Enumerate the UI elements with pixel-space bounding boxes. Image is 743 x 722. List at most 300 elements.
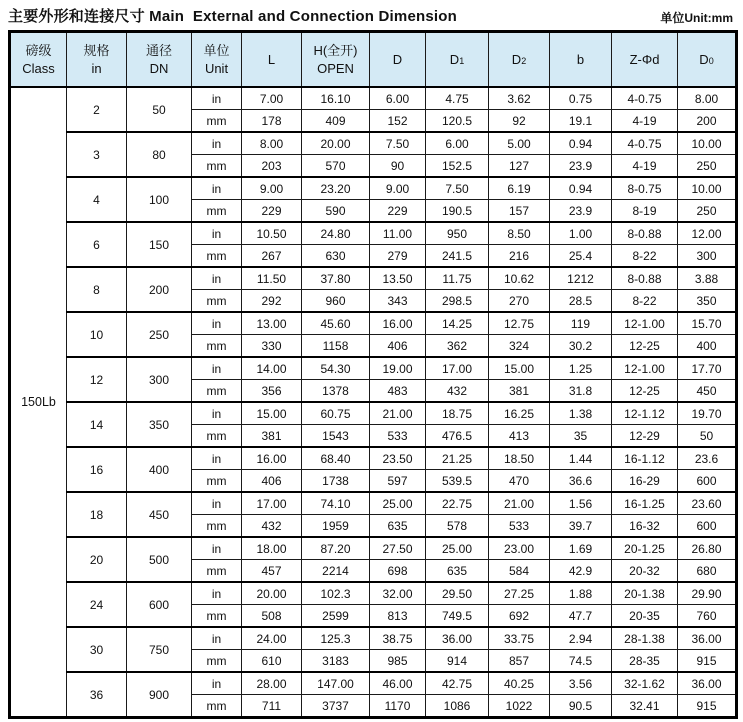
value-cell: 90.5: [550, 695, 612, 718]
value-cell: 33.75: [489, 627, 550, 650]
value-cell: 17.00: [242, 492, 302, 515]
value-cell: 29.50: [426, 582, 489, 605]
table-row: [10, 492, 737, 515]
value-cell: 406: [370, 335, 426, 358]
value-cell: 20-1.38: [612, 582, 678, 605]
value-cell: 1959: [302, 515, 370, 538]
value-cell: 45.60: [302, 312, 370, 335]
value-cell: 8-0.75: [612, 177, 678, 200]
value-cell: 12.75: [489, 312, 550, 335]
value-cell: 3183: [302, 650, 370, 673]
size-cell: 2: [67, 87, 127, 132]
unit-cell: mm: [192, 560, 242, 583]
value-cell: 6.00: [426, 132, 489, 155]
value-cell: 1.44: [550, 447, 612, 470]
value-cell: 28.5: [550, 290, 612, 313]
value-cell: 216: [489, 245, 550, 268]
value-cell: 203: [242, 155, 302, 178]
value-cell: 23.9: [550, 200, 612, 223]
column-header: 单位 Unit: [192, 32, 242, 88]
value-cell: 7.50: [370, 132, 426, 155]
value-cell: 2.94: [550, 627, 612, 650]
value-cell: 533: [489, 515, 550, 538]
value-cell: 54.30: [302, 357, 370, 380]
table-row: [10, 402, 737, 425]
value-cell: 4-19: [612, 155, 678, 178]
value-cell: 630: [302, 245, 370, 268]
column-header: 磅级 Class: [10, 32, 67, 88]
value-cell: 915: [678, 650, 737, 673]
value-cell: 406: [242, 470, 302, 493]
dn-cell: 80: [127, 132, 192, 177]
unit-cell: in: [192, 447, 242, 470]
value-cell: 120.5: [426, 110, 489, 133]
value-cell: 38.75: [370, 627, 426, 650]
unit-cell: mm: [192, 110, 242, 133]
table-row: [10, 672, 737, 695]
value-cell: 16-1.12: [612, 447, 678, 470]
value-cell: 23.6: [678, 447, 737, 470]
value-cell: 152: [370, 110, 426, 133]
unit-cell: mm: [192, 380, 242, 403]
unit-cell: in: [192, 537, 242, 560]
unit-cell: in: [192, 627, 242, 650]
dn-cell: 400: [127, 447, 192, 492]
value-cell: 11.75: [426, 267, 489, 290]
size-cell: 30: [67, 627, 127, 672]
unit-cell: in: [192, 402, 242, 425]
value-cell: 914: [426, 650, 489, 673]
value-cell: 450: [678, 380, 737, 403]
table-row: [10, 177, 737, 200]
table-row: [10, 537, 737, 560]
dn-cell: 750: [127, 627, 192, 672]
value-cell: 25.00: [370, 492, 426, 515]
value-cell: 23.20: [302, 177, 370, 200]
column-header: D2: [489, 32, 550, 88]
unit-cell: mm: [192, 695, 242, 718]
table-row: [10, 222, 737, 245]
value-cell: 10.62: [489, 267, 550, 290]
size-cell: 3: [67, 132, 127, 177]
value-cell: 31.8: [550, 380, 612, 403]
value-cell: 157: [489, 200, 550, 223]
value-cell: 25.4: [550, 245, 612, 268]
value-cell: 17.70: [678, 357, 737, 380]
value-cell: 11.00: [370, 222, 426, 245]
value-cell: 7.50: [426, 177, 489, 200]
value-cell: 42.9: [550, 560, 612, 583]
value-cell: 20.00: [242, 582, 302, 605]
value-cell: 25.00: [426, 537, 489, 560]
size-cell: 8: [67, 267, 127, 312]
value-cell: 16.10: [302, 87, 370, 110]
table-row: [10, 627, 737, 650]
value-cell: 14.25: [426, 312, 489, 335]
value-cell: 125.3: [302, 627, 370, 650]
value-cell: 12-25: [612, 335, 678, 358]
value-cell: 22.75: [426, 492, 489, 515]
value-cell: 857: [489, 650, 550, 673]
value-cell: 6.00: [370, 87, 426, 110]
value-cell: 3.88: [678, 267, 737, 290]
value-cell: 8.50: [489, 222, 550, 245]
value-cell: 698: [370, 560, 426, 583]
unit-cell: mm: [192, 335, 242, 358]
value-cell: 749.5: [426, 605, 489, 628]
value-cell: 4-0.75: [612, 87, 678, 110]
column-header: b: [550, 32, 612, 88]
value-cell: 87.20: [302, 537, 370, 560]
value-cell: 102.3: [302, 582, 370, 605]
dn-cell: 100: [127, 177, 192, 222]
unit-cell: in: [192, 492, 242, 515]
size-cell: 10: [67, 312, 127, 357]
value-cell: 279: [370, 245, 426, 268]
header-row: [10, 32, 737, 88]
table-row: [10, 447, 737, 470]
value-cell: 1.00: [550, 222, 612, 245]
value-cell: 152.5: [426, 155, 489, 178]
table-header: [10, 32, 737, 88]
value-cell: 6.19: [489, 177, 550, 200]
value-cell: 3.56: [550, 672, 612, 695]
value-cell: 74.10: [302, 492, 370, 515]
value-cell: 813: [370, 605, 426, 628]
value-cell: 147.00: [302, 672, 370, 695]
value-cell: 36.00: [678, 672, 737, 695]
value-cell: 470: [489, 470, 550, 493]
value-cell: 23.50: [370, 447, 426, 470]
unit-cell: mm: [192, 245, 242, 268]
dn-cell: 450: [127, 492, 192, 537]
dn-cell: 300: [127, 357, 192, 402]
value-cell: 590: [302, 200, 370, 223]
value-cell: 36.6: [550, 470, 612, 493]
value-cell: 12-1.00: [612, 312, 678, 335]
value-cell: 7.00: [242, 87, 302, 110]
value-cell: 10.00: [678, 177, 737, 200]
size-cell: 6: [67, 222, 127, 267]
value-cell: 42.75: [426, 672, 489, 695]
column-header: Z-Φd: [612, 32, 678, 88]
value-cell: 400: [678, 335, 737, 358]
value-cell: 1212: [550, 267, 612, 290]
value-cell: 68.40: [302, 447, 370, 470]
value-cell: 1.69: [550, 537, 612, 560]
value-cell: 381: [489, 380, 550, 403]
value-cell: 27.25: [489, 582, 550, 605]
value-cell: 15.70: [678, 312, 737, 335]
value-cell: 4-0.75: [612, 132, 678, 155]
value-cell: 32.41: [612, 695, 678, 718]
value-cell: 610: [242, 650, 302, 673]
size-cell: 36: [67, 672, 127, 718]
value-cell: 12-1.00: [612, 357, 678, 380]
value-cell: 362: [426, 335, 489, 358]
value-cell: 578: [426, 515, 489, 538]
value-cell: 1.56: [550, 492, 612, 515]
value-cell: 3.62: [489, 87, 550, 110]
dn-cell: 500: [127, 537, 192, 582]
column-header: D: [370, 32, 426, 88]
dimension-table: [8, 30, 738, 719]
value-cell: 600: [678, 515, 737, 538]
size-cell: 12: [67, 357, 127, 402]
value-cell: 9.00: [242, 177, 302, 200]
value-cell: 28-1.38: [612, 627, 678, 650]
value-cell: 21.00: [489, 492, 550, 515]
value-cell: 16.25: [489, 402, 550, 425]
value-cell: 3737: [302, 695, 370, 718]
value-cell: 24.80: [302, 222, 370, 245]
value-cell: 16-1.25: [612, 492, 678, 515]
value-cell: 11.50: [242, 267, 302, 290]
value-cell: 1.25: [550, 357, 612, 380]
value-cell: 23.60: [678, 492, 737, 515]
column-header: L: [242, 32, 302, 88]
value-cell: 26.80: [678, 537, 737, 560]
value-cell: 32-1.62: [612, 672, 678, 695]
value-cell: 985: [370, 650, 426, 673]
value-cell: 267: [242, 245, 302, 268]
value-cell: 23.9: [550, 155, 612, 178]
value-cell: 40.25: [489, 672, 550, 695]
value-cell: 432: [242, 515, 302, 538]
value-cell: 24.00: [242, 627, 302, 650]
value-cell: 47.7: [550, 605, 612, 628]
value-cell: 12.00: [678, 222, 737, 245]
dn-cell: 200: [127, 267, 192, 312]
value-cell: 9.00: [370, 177, 426, 200]
class-cell: 150Lb: [10, 87, 67, 718]
value-cell: 8-19: [612, 200, 678, 223]
dn-cell: 50: [127, 87, 192, 132]
value-cell: 21.25: [426, 447, 489, 470]
value-cell: 2599: [302, 605, 370, 628]
value-cell: 4.75: [426, 87, 489, 110]
unit-cell: in: [192, 672, 242, 695]
value-cell: 1022: [489, 695, 550, 718]
column-header: 通径 DN: [127, 32, 192, 88]
value-cell: 711: [242, 695, 302, 718]
dn-cell: 600: [127, 582, 192, 627]
value-cell: 8.00: [678, 87, 737, 110]
value-cell: 8-22: [612, 290, 678, 313]
unit-cell: mm: [192, 650, 242, 673]
unit-cell: mm: [192, 155, 242, 178]
value-cell: 90: [370, 155, 426, 178]
value-cell: 36.00: [426, 627, 489, 650]
size-cell: 16: [67, 447, 127, 492]
page-title: 主要外形和连接尺寸 Main External and Connection Dimension: [8, 8, 458, 25]
value-cell: 760: [678, 605, 737, 628]
value-cell: 19.1: [550, 110, 612, 133]
value-cell: 119: [550, 312, 612, 335]
value-cell: 597: [370, 470, 426, 493]
unit-cell: mm: [192, 605, 242, 628]
value-cell: 32.00: [370, 582, 426, 605]
value-cell: 13.50: [370, 267, 426, 290]
size-cell: 18: [67, 492, 127, 537]
table-row: [10, 267, 737, 290]
value-cell: 1.88: [550, 582, 612, 605]
value-cell: 74.5: [550, 650, 612, 673]
value-cell: 680: [678, 560, 737, 583]
dn-cell: 150: [127, 222, 192, 267]
value-cell: 570: [302, 155, 370, 178]
value-cell: 21.00: [370, 402, 426, 425]
value-cell: 635: [370, 515, 426, 538]
value-cell: 0.94: [550, 177, 612, 200]
table-row: [10, 582, 737, 605]
value-cell: 539.5: [426, 470, 489, 493]
value-cell: 27.50: [370, 537, 426, 560]
unit-note: 单位Unit:mm: [660, 11, 733, 25]
value-cell: 28.00: [242, 672, 302, 695]
value-cell: 30.2: [550, 335, 612, 358]
value-cell: 12-1.12: [612, 402, 678, 425]
value-cell: 0.94: [550, 132, 612, 155]
value-cell: 5.00: [489, 132, 550, 155]
value-cell: 19.00: [370, 357, 426, 380]
value-cell: 50: [678, 425, 737, 448]
value-cell: 20-35: [612, 605, 678, 628]
value-cell: 18.00: [242, 537, 302, 560]
titlebar: [8, 5, 735, 26]
unit-cell: mm: [192, 425, 242, 448]
value-cell: 13.00: [242, 312, 302, 335]
value-cell: 1086: [426, 695, 489, 718]
value-cell: 10.50: [242, 222, 302, 245]
column-header: D0: [678, 32, 737, 88]
value-cell: 2214: [302, 560, 370, 583]
value-cell: 1738: [302, 470, 370, 493]
value-cell: 324: [489, 335, 550, 358]
value-cell: 20-1.25: [612, 537, 678, 560]
value-cell: 20-32: [612, 560, 678, 583]
value-cell: 1543: [302, 425, 370, 448]
value-cell: 483: [370, 380, 426, 403]
unit-cell: in: [192, 87, 242, 110]
value-cell: 250: [678, 155, 737, 178]
value-cell: 17.00: [426, 357, 489, 380]
value-cell: 60.75: [302, 402, 370, 425]
value-cell: 300: [678, 245, 737, 268]
value-cell: 190.5: [426, 200, 489, 223]
column-header: H(全开) OPEN: [302, 32, 370, 88]
value-cell: 200: [678, 110, 737, 133]
value-cell: 960: [302, 290, 370, 313]
value-cell: 23.00: [489, 537, 550, 560]
value-cell: 1170: [370, 695, 426, 718]
unit-cell: in: [192, 267, 242, 290]
value-cell: 127: [489, 155, 550, 178]
value-cell: 241.5: [426, 245, 489, 268]
value-cell: 35: [550, 425, 612, 448]
dn-cell: 350: [127, 402, 192, 447]
table-row: [10, 357, 737, 380]
size-cell: 14: [67, 402, 127, 447]
value-cell: 37.80: [302, 267, 370, 290]
value-cell: 18.75: [426, 402, 489, 425]
value-cell: 250: [678, 200, 737, 223]
value-cell: 92: [489, 110, 550, 133]
table-row: [10, 132, 737, 155]
column-header: 规格 in: [67, 32, 127, 88]
value-cell: 18.50: [489, 447, 550, 470]
value-cell: 432: [426, 380, 489, 403]
size-cell: 20: [67, 537, 127, 582]
value-cell: 600: [678, 470, 737, 493]
value-cell: 12-25: [612, 380, 678, 403]
column-header: D1: [426, 32, 489, 88]
unit-cell: in: [192, 132, 242, 155]
table-row: [10, 312, 737, 335]
value-cell: 16.00: [242, 447, 302, 470]
value-cell: 229: [242, 200, 302, 223]
value-cell: 0.75: [550, 87, 612, 110]
value-cell: 16-32: [612, 515, 678, 538]
value-cell: 692: [489, 605, 550, 628]
value-cell: 16-29: [612, 470, 678, 493]
value-cell: 46.00: [370, 672, 426, 695]
value-cell: 457: [242, 560, 302, 583]
value-cell: 298.5: [426, 290, 489, 313]
value-cell: 356: [242, 380, 302, 403]
value-cell: 1378: [302, 380, 370, 403]
value-cell: 292: [242, 290, 302, 313]
value-cell: 381: [242, 425, 302, 448]
unit-cell: mm: [192, 200, 242, 223]
value-cell: 343: [370, 290, 426, 313]
value-cell: 533: [370, 425, 426, 448]
value-cell: 12-29: [612, 425, 678, 448]
value-cell: 229: [370, 200, 426, 223]
unit-cell: in: [192, 312, 242, 335]
value-cell: 413: [489, 425, 550, 448]
value-cell: 4-19: [612, 110, 678, 133]
value-cell: 39.7: [550, 515, 612, 538]
unit-cell: in: [192, 582, 242, 605]
table-body: [10, 87, 737, 718]
value-cell: 20.00: [302, 132, 370, 155]
value-cell: 15.00: [242, 402, 302, 425]
value-cell: 15.00: [489, 357, 550, 380]
value-cell: 1.38: [550, 402, 612, 425]
value-cell: 14.00: [242, 357, 302, 380]
value-cell: 29.90: [678, 582, 737, 605]
size-cell: 4: [67, 177, 127, 222]
value-cell: 270: [489, 290, 550, 313]
value-cell: 8-0.88: [612, 222, 678, 245]
value-cell: 178: [242, 110, 302, 133]
value-cell: 508: [242, 605, 302, 628]
unit-cell: mm: [192, 470, 242, 493]
unit-cell: in: [192, 222, 242, 245]
value-cell: 409: [302, 110, 370, 133]
value-cell: 950: [426, 222, 489, 245]
unit-cell: in: [192, 357, 242, 380]
unit-cell: mm: [192, 290, 242, 313]
value-cell: 1158: [302, 335, 370, 358]
value-cell: 36.00: [678, 627, 737, 650]
value-cell: 476.5: [426, 425, 489, 448]
value-cell: 16.00: [370, 312, 426, 335]
value-cell: 350: [678, 290, 737, 313]
value-cell: 19.70: [678, 402, 737, 425]
value-cell: 8-0.88: [612, 267, 678, 290]
